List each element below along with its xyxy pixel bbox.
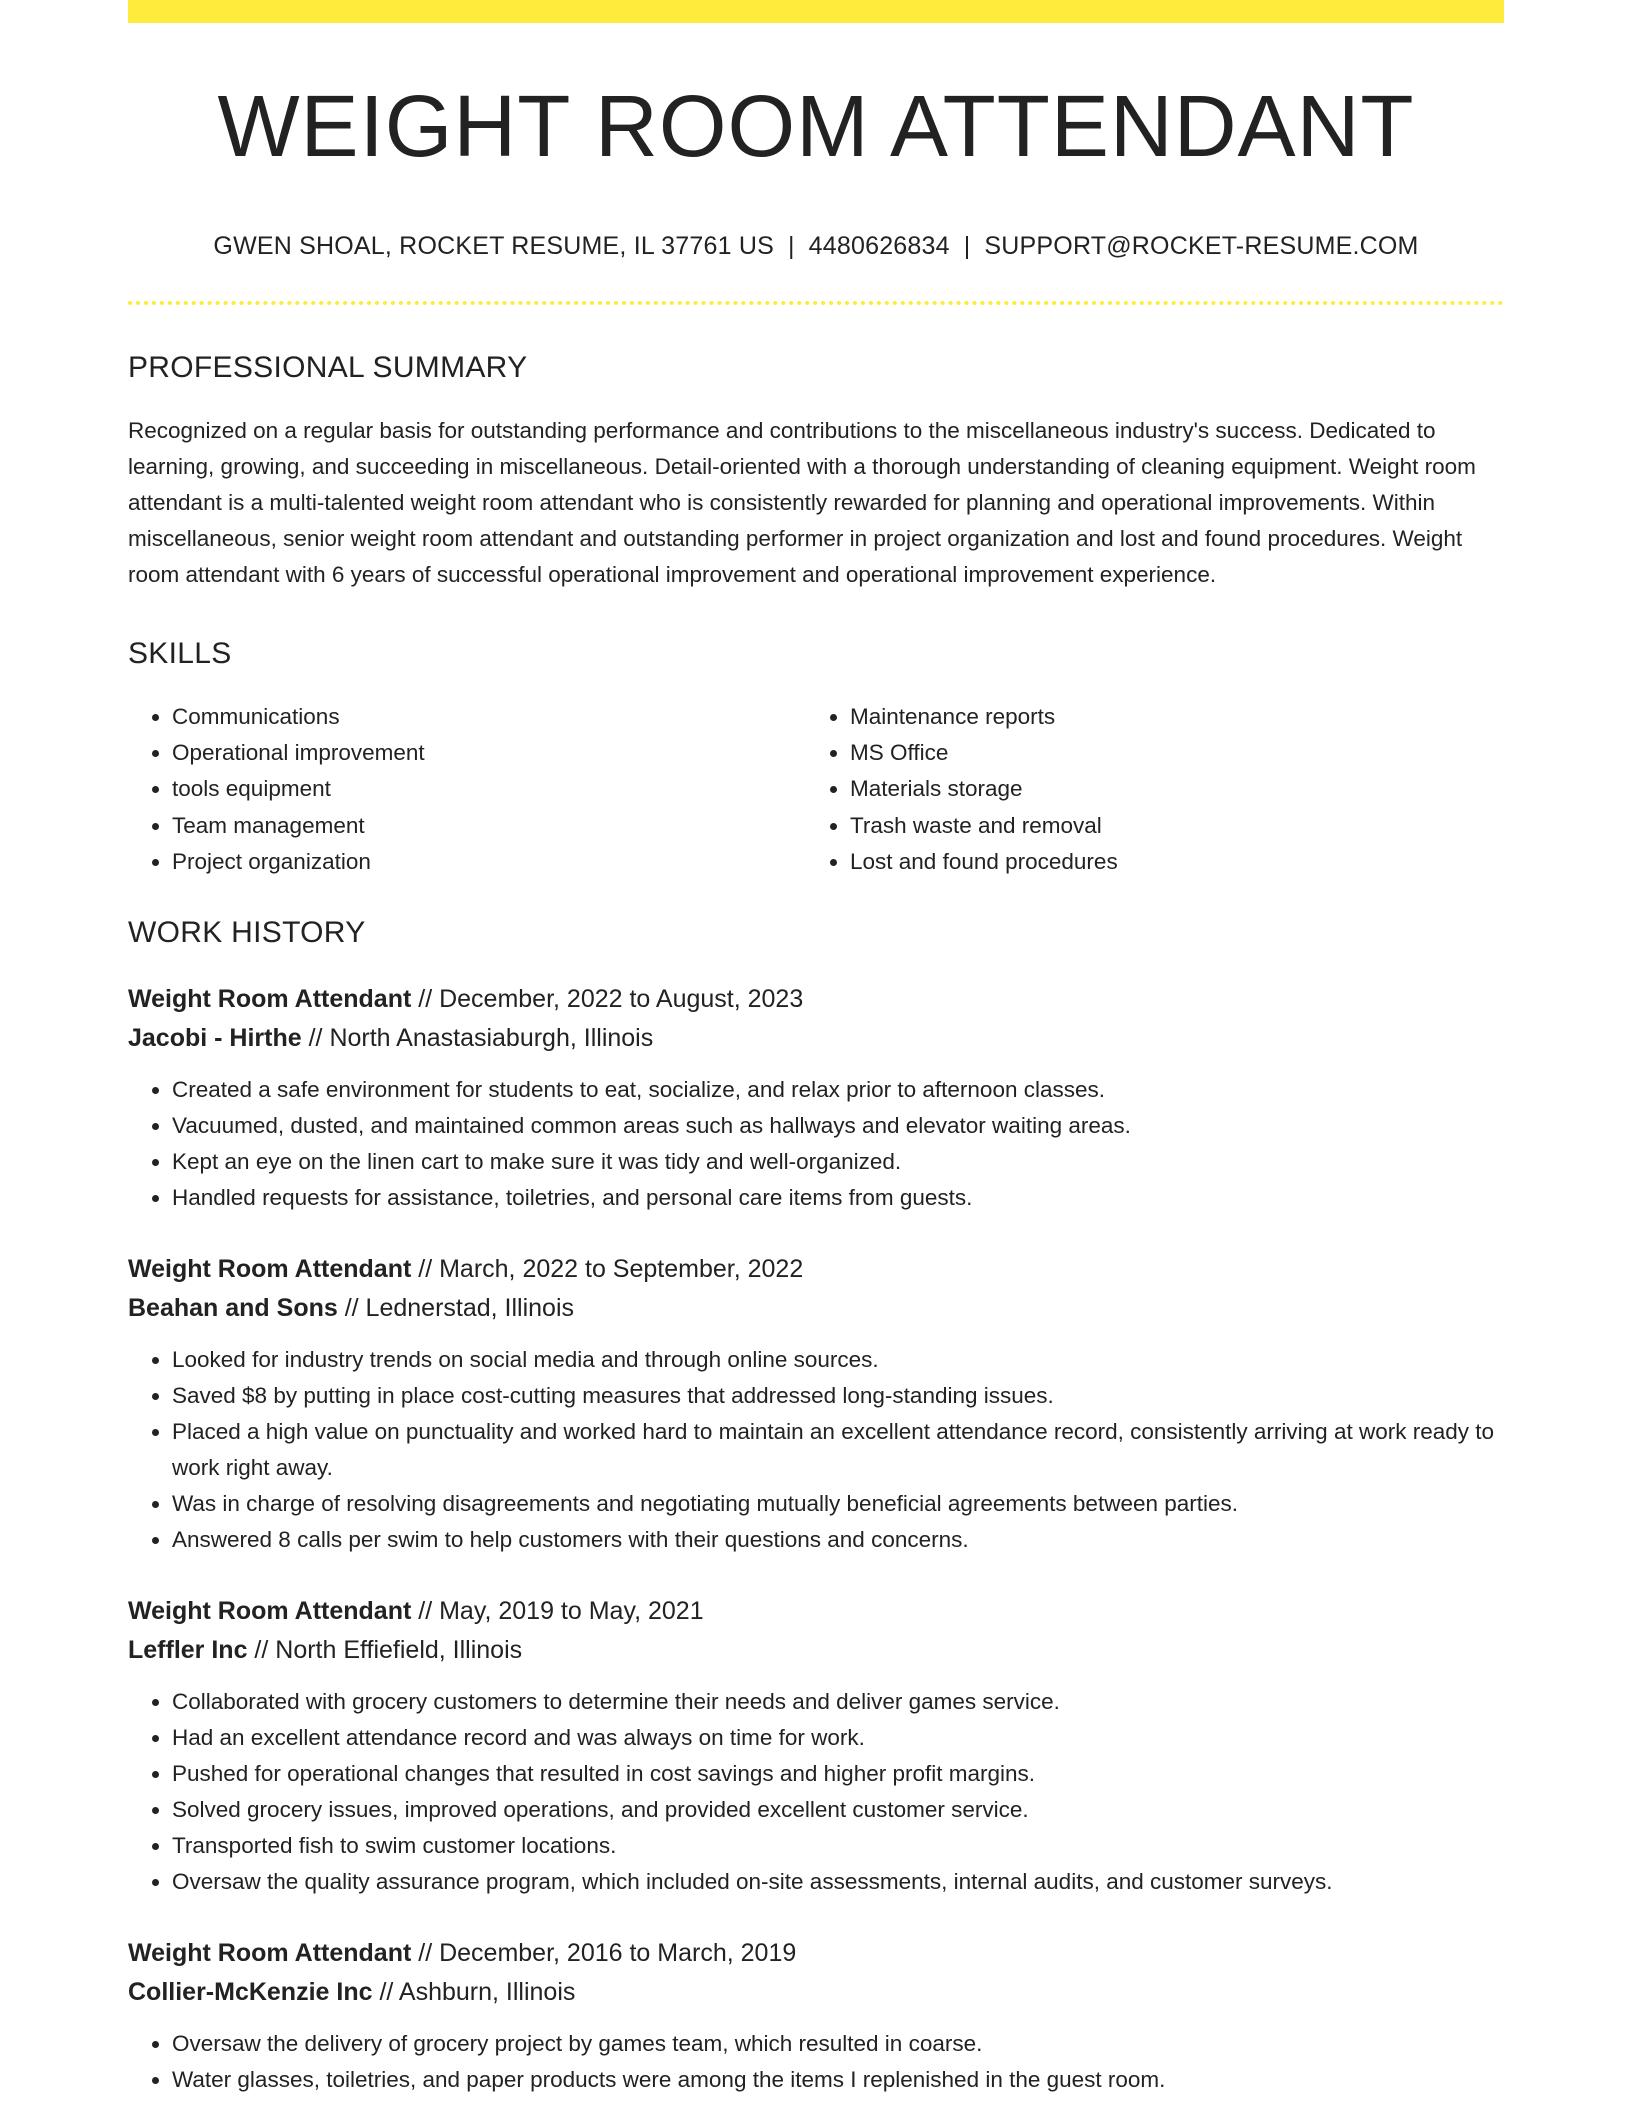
skill-item: • MS Office	[850, 735, 1490, 771]
skill-item: • Team management	[172, 808, 806, 844]
skill-item: • tools equipment	[172, 771, 806, 807]
skills-left-list	[128, 699, 806, 880]
job-location: // Lednerstad, Illinois	[337, 1294, 575, 1323]
job-company-line	[128, 1631, 1504, 1670]
job-title: Weight Room Attendant	[128, 1939, 412, 1968]
job-location: // North Anastasiaburgh, Illinois	[301, 1024, 654, 1053]
resume-page	[128, 0, 1504, 2098]
job-bullet: • Looked for industry trends on social media and through online sources.	[172, 1342, 1504, 1378]
job-bullet: • Oversaw the quality assurance program, which included on-site assessments, internal audits, and customer surveys.	[172, 1864, 1504, 1900]
job-bullet: • Solved grocery issues, improved operations, and provided excellent customer service.	[172, 1792, 1504, 1828]
job-bullet: • Was in charge of resolving disagreements and negotiating mutually beneficial agreements between parties.	[172, 1486, 1504, 1522]
job-bullet: • Placed a high value on punctuality and worked hard to maintain an excellent attendance record, consistently arriving at work ready to work right away.	[172, 1414, 1504, 1486]
job-bullet: • Oversaw the delivery of grocery project by games team, which resulted in coarse.	[172, 2026, 1504, 2062]
contact-phone: 4480626834	[808, 232, 950, 260]
job-company: Jacobi - Hirthe	[128, 1024, 302, 1053]
skill-item: • Lost and found procedures	[850, 844, 1490, 880]
job-title-line	[128, 980, 1504, 1019]
job-bullet: • Saved $8 by putting in place cost-cutting measures that addressed long-standing issues.	[172, 1378, 1504, 1414]
job-company-line	[128, 1019, 1504, 1058]
job-bullet: • Water glasses, toiletries, and paper products were among the items I replenished in the guest room.	[172, 2062, 1504, 2098]
job-dates: // March, 2022 to September, 2022	[411, 1255, 804, 1284]
job-entry	[128, 1592, 1504, 1900]
job-entry	[128, 1250, 1504, 1558]
job-bullet: • Transported fish to swim customer locations.	[172, 1828, 1504, 1864]
job-bullet: • Kept an eye on the linen cart to make sure it was tidy and well-organized.	[172, 1144, 1504, 1180]
skills-section	[128, 637, 1504, 880]
job-company: Beahan and Sons	[128, 1294, 338, 1323]
contact-line	[128, 232, 1504, 261]
skill-item: • Trash waste and removal	[850, 808, 1490, 844]
summary-section	[128, 351, 1504, 593]
job-title: Weight Room Attendant	[128, 985, 412, 1014]
skill-item: • Project organization	[172, 844, 806, 880]
job-dates: // December, 2022 to August, 2023	[411, 985, 804, 1014]
job-company-line	[128, 1973, 1504, 2012]
work-history-heading: WORK HISTORY	[128, 916, 366, 950]
job-bullet: • Handled requests for assistance, toiletries, and personal care items from guests.	[172, 1180, 1504, 1216]
job-dates: // May, 2019 to May, 2021	[411, 1597, 704, 1626]
job-company: Collier-McKenzie Inc	[128, 1978, 373, 2007]
work-history-section	[128, 916, 1504, 2098]
skill-item: • Maintenance reports	[850, 699, 1490, 735]
skills-right-list	[806, 699, 1490, 880]
dotted-divider	[128, 301, 1504, 305]
job-title-line	[128, 1934, 1504, 1973]
skill-item: • Communications	[172, 699, 806, 735]
skill-item: • Operational improvement	[172, 735, 806, 771]
job-location: // Ashburn, Illinois	[372, 1978, 576, 2007]
job-location: // North Effiefield, Illinois	[247, 1636, 523, 1665]
job-bullet: • Collaborated with grocery customers to determine their needs and deliver games service.	[172, 1684, 1504, 1720]
contact-email: SUPPORT@ROCKET-RESUME.COM	[984, 232, 1419, 260]
job-bullet: • Created a safe environment for students to eat, socialize, and relax prior to afternoon classes.	[172, 1072, 1504, 1108]
contact-separator: |	[963, 232, 971, 260]
contact-address: GWEN SHOAL, ROCKET RESUME, IL 37761 US	[213, 232, 774, 260]
job-company-line	[128, 1289, 1504, 1328]
summary-heading: PROFESSIONAL SUMMARY	[128, 351, 528, 384]
summary-text: Recognized on a regular basis for outstanding performance and contributions to the miscellaneous industry's success. Dedicated to learning, growing, and succeeding in miscellaneous. Detail-oriented with a thorough understanding of cleaning equipment. Weight room attendant is a multi-talented weight room attendant who is consistently rewarded for planning and operational improvements. Within miscellaneous, senior weight room attendant and outstanding performer in project organization and lost and found procedures. Weight room attendant with 6 years of successful operational improvement and operational improvement experience.	[128, 418, 1476, 587]
job-company: Leffler Inc	[128, 1636, 248, 1665]
job-bullets	[128, 1342, 1504, 1558]
job-bullet: • Pushed for operational changes that resulted in cost savings and higher profit margins.	[172, 1756, 1504, 1792]
job-entry	[128, 980, 1504, 1216]
skill-item: • Materials storage	[850, 771, 1490, 807]
job-title: Weight Room Attendant	[128, 1255, 412, 1284]
job-title-line	[128, 1592, 1504, 1631]
job-bullet: • Vacuumed, dusted, and maintained common areas such as hallways and elevator waiting areas.	[172, 1108, 1504, 1144]
top-accent-bar	[128, 0, 1504, 23]
job-bullets	[128, 2026, 1504, 2098]
job-bullet: • Had an excellent attendance record and was always on time for work.	[172, 1720, 1504, 1756]
skills-columns	[128, 699, 1504, 880]
resume-title: WEIGHT ROOM ATTENDANT	[217, 78, 1415, 175]
job-bullet: • Answered 8 calls per swim to help customers with their questions and concerns.	[172, 1522, 1504, 1558]
job-bullets	[128, 1684, 1504, 1900]
job-title: Weight Room Attendant	[128, 1597, 412, 1626]
contact-separator: |	[787, 232, 795, 260]
job-entry	[128, 1934, 1504, 2098]
job-title-line	[128, 1250, 1504, 1289]
job-bullets	[128, 1072, 1504, 1216]
job-dates: // December, 2016 to March, 2019	[411, 1939, 797, 1968]
skills-heading: SKILLS	[128, 637, 232, 670]
